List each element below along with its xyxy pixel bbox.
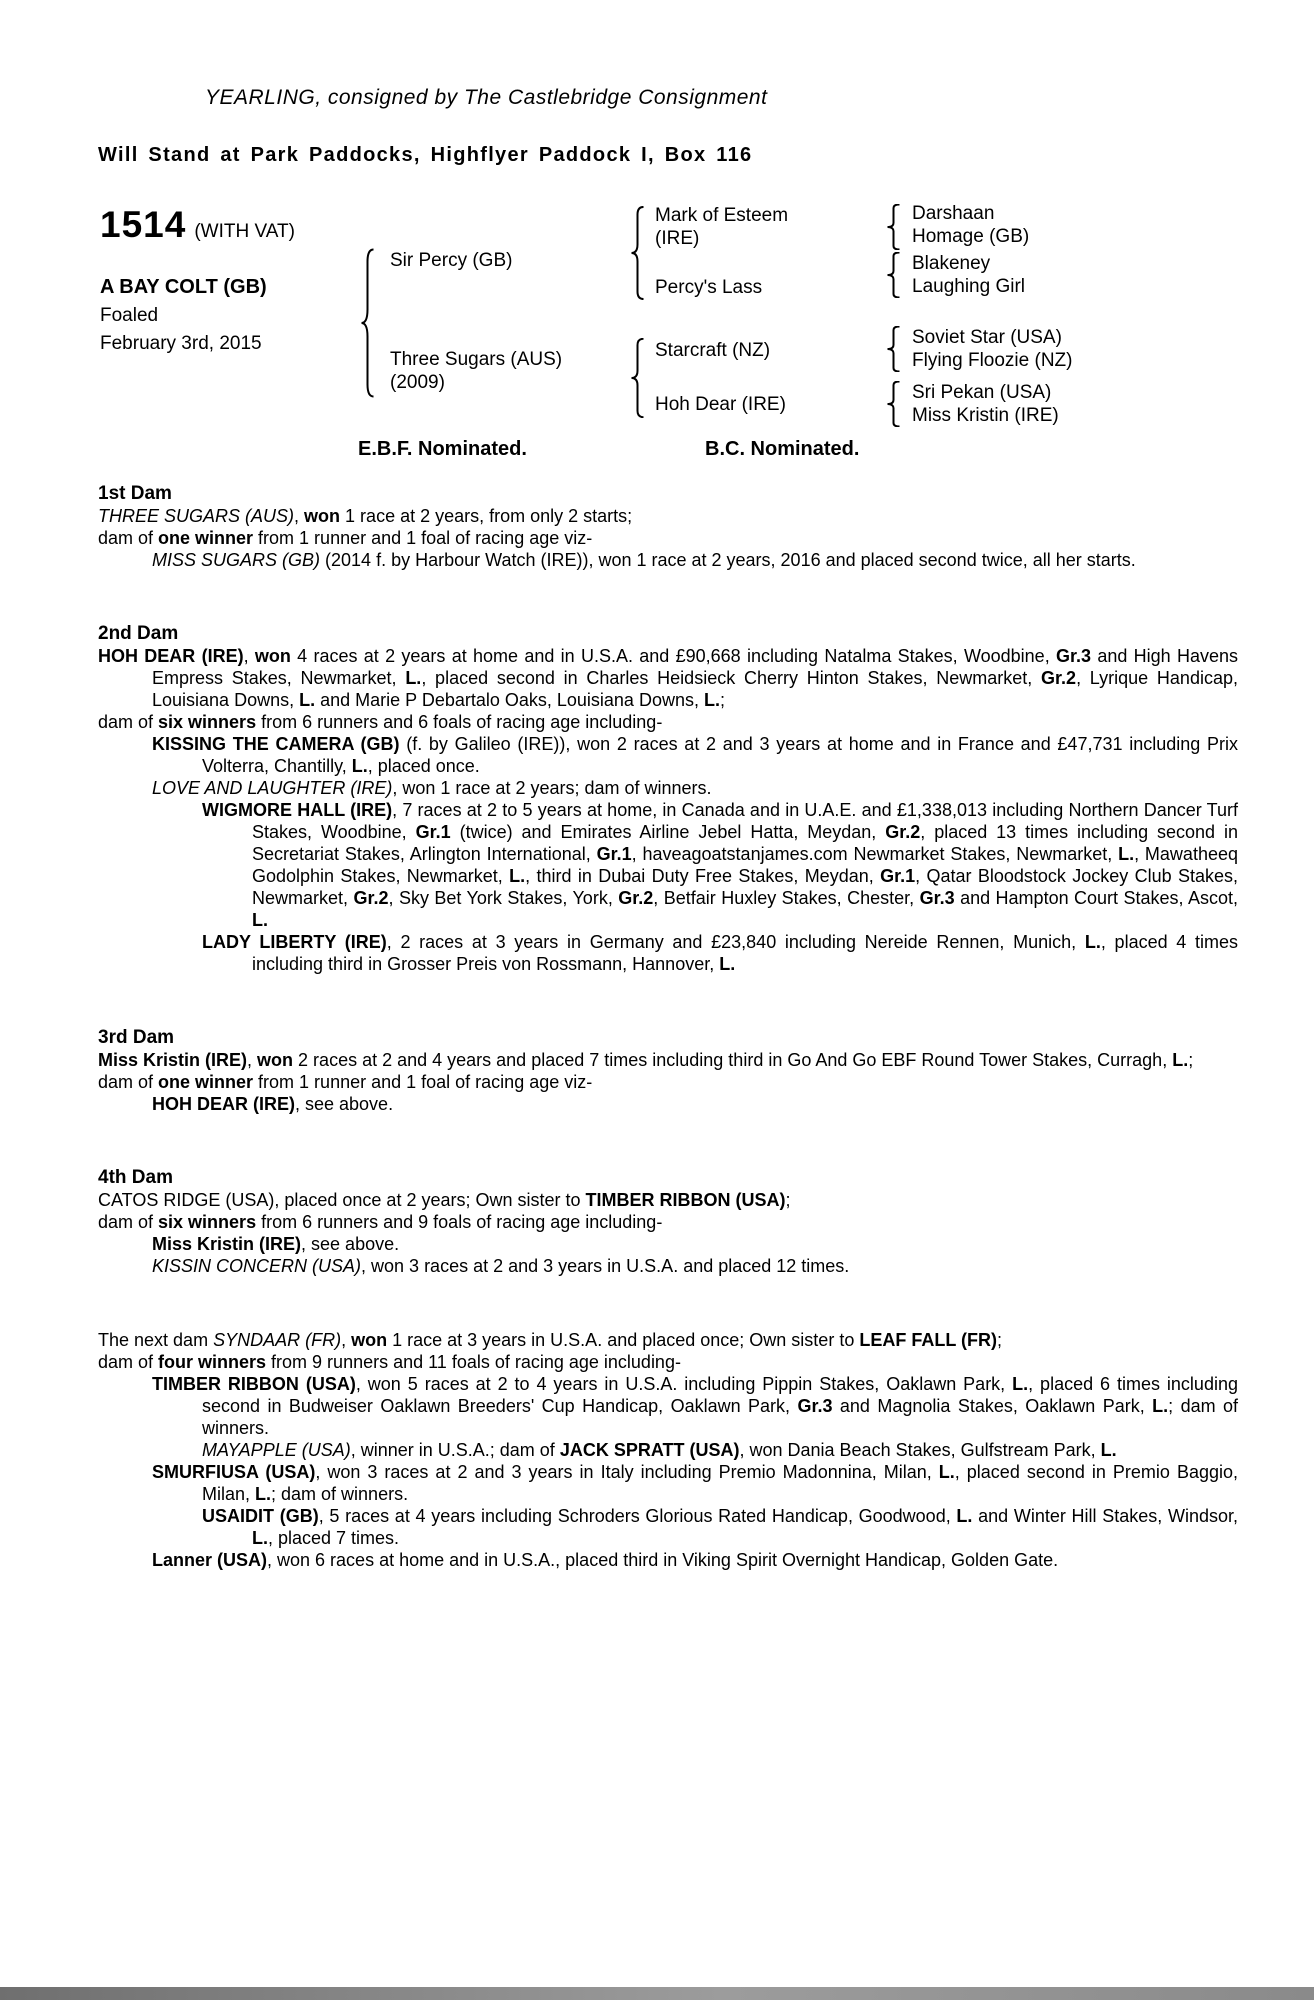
text-run: L. — [1100, 1440, 1117, 1460]
text-run: six winners — [158, 1212, 257, 1232]
text-run: HOH DEAR (IRE) — [98, 646, 244, 666]
sire-dam-name: Percy's Lass — [655, 277, 763, 298]
text-run: TIMBER RIBBON (USA) — [585, 1190, 786, 1210]
text-run: from 6 runners and 6 foals of racing age including- — [256, 712, 663, 732]
text-run: , placed second in Premio Baggio, Milan, — [202, 1462, 1238, 1504]
text-run: L. — [252, 910, 268, 930]
text-run: ; — [719, 690, 725, 710]
text-run: 1 race at 2 years, from only 2 starts; — [340, 506, 633, 526]
text-run: L. — [1012, 1374, 1029, 1394]
foaled-label: Foaled — [100, 305, 159, 326]
gg-dam-1: Homage (GB) — [912, 226, 1030, 247]
text-run: , Lyrique Handicap, Louisiana Downs, — [152, 668, 1238, 710]
text-run: L. — [719, 954, 736, 974]
text-run: , placed 7 times. — [268, 1528, 400, 1548]
gg-dam-2: Laughing Girl — [912, 276, 1026, 297]
text-run: TIMBER RIBBON (USA) — [152, 1374, 356, 1394]
text-run: , haveagoatstanjames.com Newmarket Stakes, Newmarket, — [631, 844, 1119, 864]
text-run: , placed once. — [367, 756, 480, 776]
text-run: L. — [703, 690, 720, 710]
catalogue-paragraph — [98, 1351, 1238, 1373]
pedigree-brace-parents — [360, 248, 376, 398]
text-run: L. — [956, 1506, 973, 1526]
text-run: L. — [1118, 844, 1135, 864]
gg-sire-3: Soviet Star (USA) — [912, 327, 1062, 348]
text-run: , placed 13 times including second in Secretariat Stakes, Arlington International, — [252, 822, 1238, 864]
text-run: L. — [252, 1528, 268, 1548]
consignment-title: YEARLING, consigned by The Castlebridge Consignment — [205, 86, 768, 109]
page-edge-shadow — [0, 1987, 1314, 2000]
text-run: , Sky Bet York Stakes, York, — [388, 888, 619, 908]
catalogue-paragraph — [98, 1505, 1238, 1549]
text-run: won — [304, 506, 341, 526]
catalogue-paragraph — [98, 1439, 1238, 1461]
text-run: , — [247, 1050, 258, 1070]
text-run: Miss Kristin (IRE) — [152, 1234, 302, 1254]
text-run: , see above. — [295, 1094, 394, 1114]
pedigree-brace-sire-parents — [630, 206, 646, 300]
text-run: MISS SUGARS (GB) — [152, 550, 321, 570]
section-heading: 2nd Dam — [98, 623, 179, 644]
gg-sire-2: Blakeney — [912, 253, 991, 274]
text-run: L. — [509, 866, 526, 886]
text-run: , won 6 races at home and in U.S.A., placed third in Viking Spirit Overnight Handicap, Golden Gate. — [267, 1550, 1059, 1570]
sire-name: Sir Percy (GB) — [390, 250, 513, 271]
catalogue-paragraph — [98, 1233, 1238, 1255]
text-run: dam of — [98, 712, 159, 732]
text-run: (f. by Galileo (IRE)), won 2 races at 2 and 3 years at home and in France and £47,731 including Prix Volterra, Chantilly, — [202, 734, 1238, 776]
gg-dam-4: Miss Kristin (IRE) — [912, 405, 1059, 426]
text-run: , won 5 races at 2 to 4 years in U.S.A. including Pippin Stakes, Oaklawn Park, — [355, 1374, 1013, 1394]
text-run: LEAF FALL (FR) — [859, 1330, 997, 1350]
text-run: from 9 runners and 11 foals of racing age including- — [266, 1352, 681, 1372]
text-run: from 1 runner and 1 foal of racing age viz- — [253, 528, 593, 548]
text-run: , placed 6 times including second in Budweiser Oaklawn Breeders' Cup Handicap, Oaklawn Park, — [202, 1374, 1238, 1416]
text-run: JACK SPRATT (USA) — [559, 1440, 740, 1460]
pedigree-brace-g3-3 — [886, 326, 902, 372]
text-run: and Marie P Debartalo Oaks, Louisiana Downs, — [315, 690, 704, 710]
text-run: Gr.2 — [618, 888, 654, 908]
catalogue-paragraph — [98, 1373, 1238, 1439]
catalogue-paragraph — [98, 1071, 1238, 1093]
text-run: , — [243, 646, 255, 666]
catalogue-paragraph — [98, 711, 1238, 733]
lot-number: 1514 — [100, 204, 187, 245]
text-run: KISSING THE CAMERA (GB) — [152, 734, 400, 754]
text-run: , — [341, 1330, 352, 1350]
text-run: ; — [1188, 1050, 1194, 1070]
catalogue-paragraph — [98, 1329, 1238, 1351]
gg-sire-4: Sri Pekan (USA) — [912, 382, 1052, 403]
text-run: WIGMORE HALL (IRE) — [202, 800, 393, 820]
text-run: , 2 races at 3 years in Germany and £23,840 including Nereide Rennen, Munich, — [386, 932, 1085, 952]
text-run: 4 races at 2 years at home and in U.S.A. and £90,668 including Natalma Stakes, Woodbine, — [290, 646, 1056, 666]
text-run: CATOS RIDGE (USA), placed once at 2 years; Own sister to — [98, 1190, 586, 1210]
catalogue-paragraph — [98, 799, 1238, 931]
section-heading: 4th Dam — [98, 1167, 173, 1188]
text-run: L. — [1172, 1050, 1189, 1070]
text-run: and High Havens Empress Stakes, Newmarket, — [152, 646, 1238, 688]
catalogue-paragraph — [98, 1093, 1238, 1115]
text-run: Gr.1 — [415, 822, 451, 842]
text-run: , won 1 race at 2 years; dam of winners. — [392, 778, 712, 798]
text-run: ; — [997, 1330, 1003, 1350]
text-run: SMURFIUSA (USA) — [152, 1462, 316, 1482]
text-run: , Qatar Bloodstock Jockey Club Stakes, Newmarket, — [252, 866, 1238, 908]
text-run: ; dam of winners. — [271, 1484, 409, 1504]
text-run: SYNDAAR (FR) — [213, 1330, 342, 1350]
text-run: L. — [405, 668, 422, 688]
dam-year: (2009) — [390, 372, 445, 393]
pedigree-brace-g3-2 — [886, 252, 902, 298]
text-run: 2 races at 2 and 4 years and placed 7 times including third in Go And Go EBF Round Tower Stakes, Curragh, — [293, 1050, 1173, 1070]
text-run: won — [351, 1330, 388, 1350]
text-run: , 7 races at 2 to 5 years at home, in Canada and in U.A.E. and £1,338,013 including Northern Dancer Turf Stakes, Woodbine, — [252, 800, 1238, 842]
vat-note: (WITH VAT) — [194, 221, 295, 242]
text-run: four winners — [158, 1352, 267, 1372]
dam-dam-name: Hoh Dear (IRE) — [655, 394, 786, 415]
catalogue-paragraph — [98, 549, 1238, 571]
text-run: L. — [299, 690, 316, 710]
text-run: LOVE AND LAUGHTER (IRE) — [152, 778, 393, 798]
section-heading: 3rd Dam — [98, 1027, 175, 1048]
catalogue-paragraph — [98, 1461, 1238, 1505]
pedigree-brace-dam-parents — [630, 338, 646, 418]
text-run: Gr.1 — [880, 866, 916, 886]
text-run: one winner — [158, 528, 254, 548]
sire-sire-name-line2: (IRE) — [655, 228, 700, 249]
text-run: Lanner (USA) — [152, 1550, 268, 1570]
text-run: Gr.3 — [919, 888, 955, 908]
text-run: , — [294, 506, 305, 526]
text-run: , won 3 races at 2 and 3 years in U.S.A. and placed 12 times. — [361, 1256, 850, 1276]
text-run: L. — [255, 1484, 272, 1504]
catalogue-paragraph — [98, 527, 1238, 549]
text-run: and Hampton Court Stakes, Ascot, — [954, 888, 1238, 908]
text-run: THREE SUGARS (AUS) — [98, 506, 295, 526]
text-run: , Mawatheeq Godolphin Stakes, Newmarket, — [252, 844, 1238, 886]
colt-description: A BAY COLT (GB) — [100, 276, 267, 298]
catalogue-paragraph — [98, 931, 1238, 975]
text-run: won — [257, 1050, 294, 1070]
text-run: , winner in U.S.A.; dam of — [350, 1440, 560, 1460]
text-run: HOH DEAR (IRE) — [152, 1094, 295, 1114]
sire-sire-name-line1: Mark of Esteem — [655, 205, 789, 226]
catalogue-paragraph — [98, 1211, 1238, 1233]
text-run: and Magnolia Stakes, Oaklawn Park, — [832, 1396, 1153, 1416]
text-run: Miss Kristin (IRE) — [98, 1050, 248, 1070]
text-run: , placed 4 times including third in Grosser Preis von Rossmann, Hannover, — [252, 932, 1239, 974]
text-run: L. — [938, 1462, 955, 1482]
text-run: ; dam of winners. — [202, 1396, 1239, 1438]
text-run: (twice) and Emirates Airline Jebel Hatta, Meydan, — [450, 822, 886, 842]
text-run: Gr.2 — [1041, 668, 1077, 688]
dam-section — [98, 1167, 1238, 1277]
dam-section — [98, 1027, 1238, 1115]
text-run: L. — [1152, 1396, 1169, 1416]
text-run: dam of — [98, 1212, 159, 1232]
dam-section — [98, 1329, 1238, 1571]
text-run: Gr.3 — [1056, 646, 1092, 666]
text-run: ; — [785, 1190, 791, 1210]
text-run: 1 race at 3 years in U.S.A. and placed once; Own sister to — [387, 1330, 860, 1350]
bc-nominated: B.C. Nominated. — [705, 438, 860, 460]
section-heading: 1st Dam — [98, 483, 172, 504]
foaled-date: February 3rd, 2015 — [100, 333, 262, 354]
dam-sire-name: Starcraft (NZ) — [655, 340, 771, 361]
text-run: KISSIN CONCERN (USA) — [152, 1256, 362, 1276]
pedigree-brace-g3-1 — [886, 204, 902, 250]
text-run: LADY LIBERTY (IRE) — [202, 932, 387, 952]
text-run: Gr.1 — [596, 844, 632, 864]
lot-line — [100, 204, 295, 246]
text-run: L. — [351, 756, 368, 776]
text-run: , won Dania Beach Stakes, Gulfstream Park, — [739, 1440, 1101, 1460]
text-run: , Betfair Huxley Stakes, Chester, — [653, 888, 920, 908]
catalogue-body — [98, 483, 1238, 1571]
catalogue-paragraph — [98, 733, 1238, 777]
text-run: , 5 races at 4 years including Schroders Glorious Rated Handicap, Goodwood, — [318, 1506, 957, 1526]
text-run: The next dam — [98, 1330, 214, 1350]
catalogue-paragraph — [98, 645, 1238, 711]
text-run: L. — [1084, 932, 1101, 952]
dam-section — [98, 623, 1238, 975]
text-run: and Winter Hill Stakes, Windsor, — [972, 1506, 1238, 1526]
ebf-nominated: E.B.F. Nominated. — [358, 438, 527, 460]
stand-location-line: Will Stand at Park Paddocks, Highflyer Paddock I, Box 116 — [98, 144, 753, 166]
text-run: , placed second in Charles Heidsieck Cherry Hinton Stakes, Newmarket, — [421, 668, 1042, 688]
text-run: USAIDIT (GB) — [202, 1506, 319, 1526]
text-run: dam of — [98, 1072, 159, 1092]
text-run: one winner — [158, 1072, 254, 1092]
text-run: , won 3 races at 2 and 3 years in Italy including Premio Madonnina, Milan, — [315, 1462, 939, 1482]
dam-name: Three Sugars (AUS) — [390, 349, 563, 370]
gg-sire-1: Darshaan — [912, 203, 995, 224]
text-run: from 6 runners and 9 foals of racing age including- — [256, 1212, 663, 1232]
text-run: won — [254, 646, 291, 666]
text-run: dam of — [98, 528, 159, 548]
text-run: six winners — [158, 712, 257, 732]
text-run: , see above. — [301, 1234, 400, 1254]
catalogue-paragraph — [98, 505, 1238, 527]
text-run: from 1 runner and 1 foal of racing age viz- — [253, 1072, 593, 1092]
text-run: Gr.3 — [797, 1396, 833, 1416]
text-run: , third in Dubai Duty Free Stakes, Meydan, — [525, 866, 881, 886]
text-run: MAYAPPLE (USA) — [202, 1440, 351, 1460]
catalogue-paragraph — [98, 1189, 1238, 1211]
catalogue-paragraph — [98, 1255, 1238, 1277]
text-run: (2014 f. by Harbour Watch (IRE)), won 1 race at 2 years, 2016 and placed second twice, all her starts. — [320, 550, 1136, 570]
catalogue-paragraph — [98, 1049, 1238, 1071]
catalogue-paragraph — [98, 1549, 1238, 1571]
dam-section — [98, 483, 1238, 571]
text-run: dam of — [98, 1352, 159, 1372]
gg-dam-3: Flying Floozie (NZ) — [912, 350, 1073, 371]
text-run: Gr.2 — [885, 822, 921, 842]
catalogue-paragraph — [98, 777, 1238, 799]
text-run: Gr.2 — [353, 888, 389, 908]
pedigree-brace-g3-4 — [886, 381, 902, 427]
